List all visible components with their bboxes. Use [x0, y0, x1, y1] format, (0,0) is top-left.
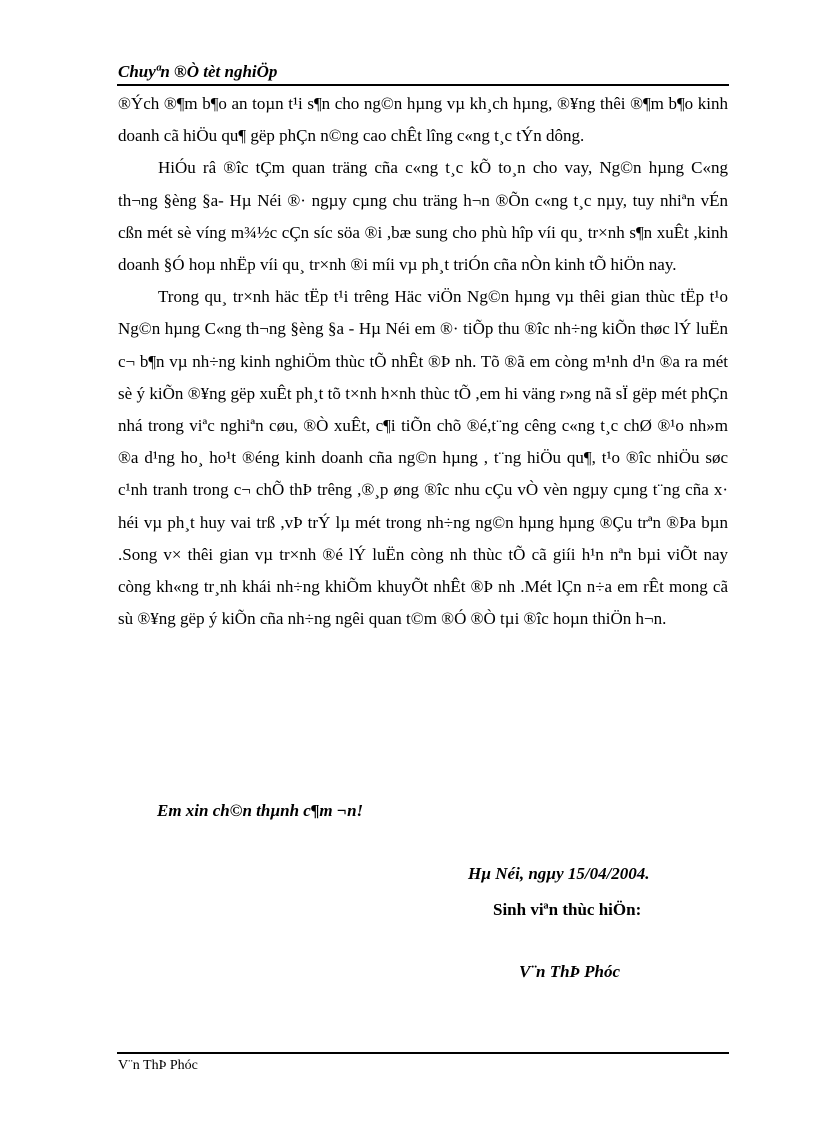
- paragraph-3: Trong qu¸ tr×nh häc tËp t¹i trêng Häc viÖn Ng©n hµng vµ thêi gian thùc tËp t¹o Ng©n hµng C«ng th¬ng §èng §a - Hµ Néi em ®· tiÕp thu ®îc nh÷ng kiÕn thøc lÝ luËn c¬ b¶n vµ nh÷ng kinh nghiÖm thùc tÕ nhÊt ®Þ nh. Tõ ®ã em còng m¹nh d¹n ®a ra mét sè ý kiÕn ®¥ng gëp xuÊt ph¸t tõ t×nh h×nh thùc tÕ ,em hi väng r»ng nã sÏ gëp mét phÇn nhá trong viªc nghiªn cøu, ®Ò xuÊt, c¶i tiÕn chõ ®é,t¨ng cêng c«ng t¸c chØ ®¹o nh»m ®a d¹ng ho¸ ho¹t ®éng kinh doanh cña ng©n hµng , t¨ng hiÖu qu¶, t¹o ®îc nhiÖu søc c¹nh tranh trong c¬ chÕ thÞ trêng ,®¸p øng ®îc nhu cÇu vÒ vèn ngµy cµng t¨ng cña x· héi vµ ph¸t huy vai trß ,vÞ trÝ lµ mét trong nh÷ng ng©n hµng hµng ®Çu trªn ®Þa bµn .Song v× thêi gian vµ tr×nh ®é lÝ luËn còng nh thùc tÕ cã giíi h¹n nªn bµi viÕt nay còng kh«ng tr¸nh khái nh÷ng khiÕm khuyÕt nhÊt ®Þ nh .Mét lÇn n÷a em rÊt mong cã sù ®¥ng gëp ý kiÕn cña nh÷ng ngêi quan t©m ®Ó ®Ò tµi ®îc hoµn thiÖn h¬n.: [118, 287, 728, 629]
- performer-label: Sinh viªn thùc hiÖn:: [493, 900, 642, 919]
- signature-name: V¨n ThÞ Phóc: [519, 962, 621, 981]
- paragraph-2: HiÓu râ ®îc tÇm quan träng cña c«ng t¸c kÕ to¸n cho vay, Ng©n hµng C«ng th¬ng §èng §a- Hµ Néi ®· ngµy cµng chu träng h¬n ®Õn c«ng t¸c nµy, tuy nhiªn vÉn cßn mét sè víng m¾½c cÇn síc söa ®i ,bæ sung cho phù hîp víi qu¸ tr×nh s¶n xuÊt ,kinh doanh §Ó hoµ nhËp víi qu¸ tr×nh ®i míi vµ ph¸t triÓn cña nÒn kinh tÕ hiÖn nay.: [118, 158, 728, 275]
- thanks-line: Em xin ch©n thµnh c¶m ¬n!: [157, 801, 364, 820]
- paragraph-1: ®Ých ®¶m b¶o an toµn t¹i s¶n cho ng©n hµng vµ kh¸ch hµng, ®¥ng thêi ®¶m b¶o kinh doanh cã hiÖu qu¶ gëp phÇn n©ng cao chÊt lîng c«ng t¸c tÝn dông.: [118, 94, 728, 146]
- page-header-title: Chuyªn ®Ò tèt nghiÖp: [118, 62, 278, 81]
- footer-divider: [117, 1052, 729, 1054]
- place-date: Hµ Néi, ngµy 15/04/2004.: [468, 864, 650, 883]
- footer-author: V¨n ThÞ Phóc: [118, 1058, 198, 1073]
- header-divider: [117, 84, 729, 86]
- document-body: [118, 88, 728, 635]
